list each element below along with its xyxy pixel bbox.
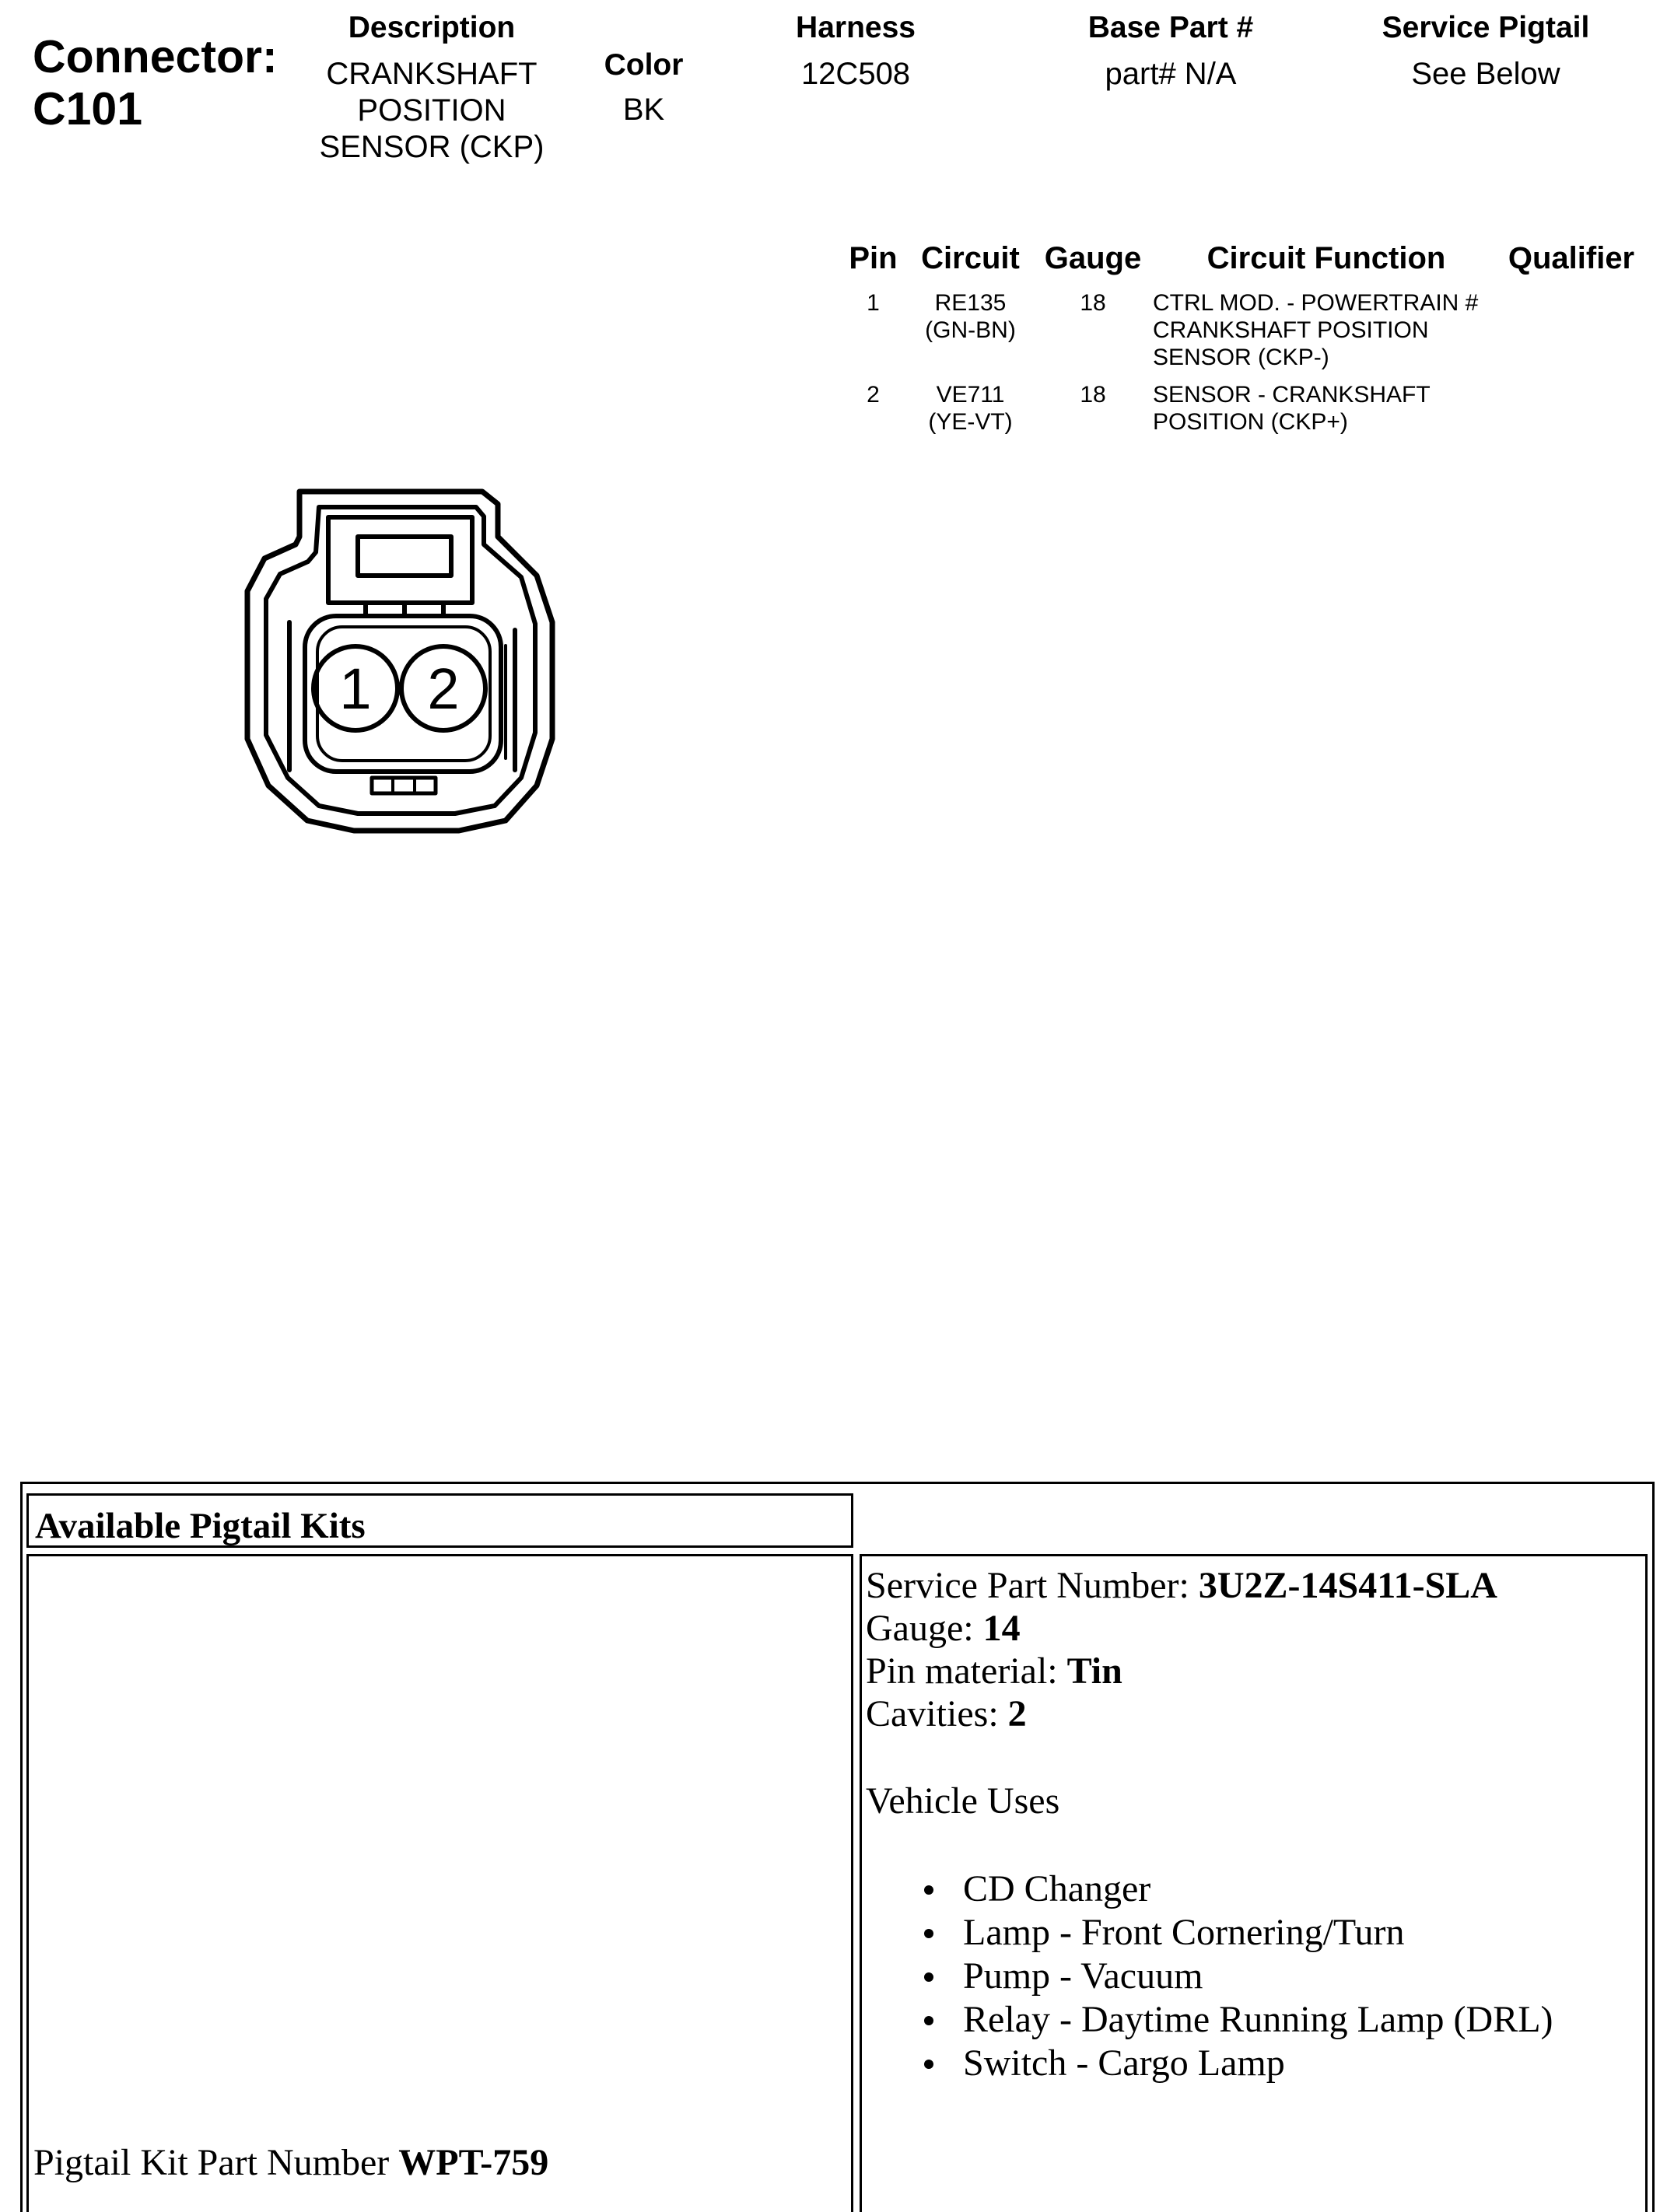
function-line: CRANKSHAFT POSITION [1153, 317, 1429, 343]
spec-label: Gauge: [866, 1608, 983, 1649]
latch-window [358, 537, 451, 576]
pin-2-label: 2 [427, 656, 460, 721]
vehicle-uses-title: Vehicle Uses [866, 1780, 1060, 1822]
base-part-header: Base Part # [1087, 11, 1254, 44]
spec-label: Pin material: [866, 1650, 1067, 1692]
circuit-column-header: Circuit [921, 241, 1020, 275]
spec-value: 2 [1007, 1693, 1027, 1734]
description-header: Description [348, 11, 516, 44]
circuit-code: VE711 [936, 382, 1005, 408]
spec-label: Cavities: [866, 1693, 1008, 1734]
use-label: Switch - Cargo Lamp [963, 2042, 1285, 2084]
table-row-circuit [906, 289, 1035, 344]
kit-number: WPT-759 [398, 2142, 549, 2183]
table-row-circuit [906, 381, 1035, 436]
connector-id: C101 [33, 83, 143, 135]
pigtail-specs [866, 1564, 1497, 1735]
pin-1-label: 1 [339, 656, 372, 721]
table-row-function [1153, 381, 1503, 436]
list-item [924, 1867, 1553, 1911]
circuit-color: (GN-BN) [925, 317, 1016, 343]
cavities [866, 1692, 1497, 1735]
function-line: POSITION (CKP+) [1153, 409, 1348, 435]
pigtail-details-cell [860, 1554, 1648, 2212]
bullet-icon [924, 1929, 933, 1938]
service-pigtail-header: Service Pigtail [1382, 11, 1590, 44]
connector-face-diagram [233, 482, 576, 840]
base-part-value: part# N/A [1105, 57, 1237, 91]
bottom-key [372, 778, 436, 793]
use-label: Relay - Daytime Running Lamp (DRL) [963, 1999, 1553, 2040]
pigtail-section-title: Available Pigtail Kits [26, 1493, 853, 1548]
pigtail-gauge [866, 1607, 1497, 1650]
spec-value: Tin [1066, 1650, 1122, 1692]
use-label: CD Changer [963, 1868, 1151, 1909]
use-label: Pump - Vacuum [963, 1955, 1203, 1997]
description-line: SENSOR (CKP) [319, 130, 545, 164]
gauge-column-header: Gauge [1044, 241, 1142, 275]
description-value [296, 56, 568, 166]
table-row-gauge: 18 [1080, 382, 1106, 408]
pigtail-kit-image-cell [26, 1554, 853, 2212]
pigtail-kit-part-number [33, 2141, 548, 2184]
harness-header: Harness [796, 11, 916, 44]
table-row-gauge: 18 [1080, 290, 1106, 316]
description-line: CRANKSHAFT [326, 57, 538, 91]
vehicle-uses-list [924, 1867, 1553, 2085]
color-value: BK [622, 93, 665, 127]
qualifier-column-header: Qualifier [1508, 241, 1635, 275]
pin-material [866, 1650, 1497, 1692]
table-row-pin: 2 [867, 382, 880, 408]
circuit-color: (YE-VT) [928, 409, 1013, 435]
service-part-number [866, 1564, 1497, 1607]
spec-value: 14 [982, 1608, 1021, 1649]
spec-label: Service Part Number: [866, 1565, 1199, 1606]
function-line: CTRL MOD. - POWERTRAIN # [1153, 290, 1479, 316]
use-label: Lamp - Front Cornering/Turn [963, 1912, 1405, 1953]
kit-label: Pigtail Kit Part Number [33, 2142, 399, 2183]
connector-title [33, 31, 278, 135]
bullet-icon [924, 2060, 933, 2069]
bullet-icon [924, 2016, 933, 2025]
list-item [924, 2042, 1553, 2085]
bullet-icon [924, 1972, 933, 1982]
list-item [924, 1998, 1553, 2042]
function-line: SENSOR - CRANKSHAFT [1153, 382, 1431, 408]
bullet-icon [924, 1885, 933, 1895]
harness-value: 12C508 [800, 57, 911, 91]
table-row-pin: 1 [867, 290, 880, 316]
service-pigtail-value: See Below [1411, 57, 1560, 91]
spec-value: 3U2Z-14S411-SLA [1198, 1565, 1497, 1606]
function-line: SENSOR (CKP-) [1153, 345, 1329, 370]
color-header: Color [604, 48, 684, 82]
pin-column-header: Pin [849, 241, 898, 275]
circuit-code: RE135 [934, 290, 1007, 316]
description-line: POSITION [357, 93, 506, 128]
list-item [924, 1955, 1553, 1998]
connector-label: Connector: [33, 31, 278, 82]
function-column-header: Circuit Function [1206, 241, 1446, 275]
table-row-function [1153, 289, 1503, 371]
list-item [924, 1911, 1553, 1955]
